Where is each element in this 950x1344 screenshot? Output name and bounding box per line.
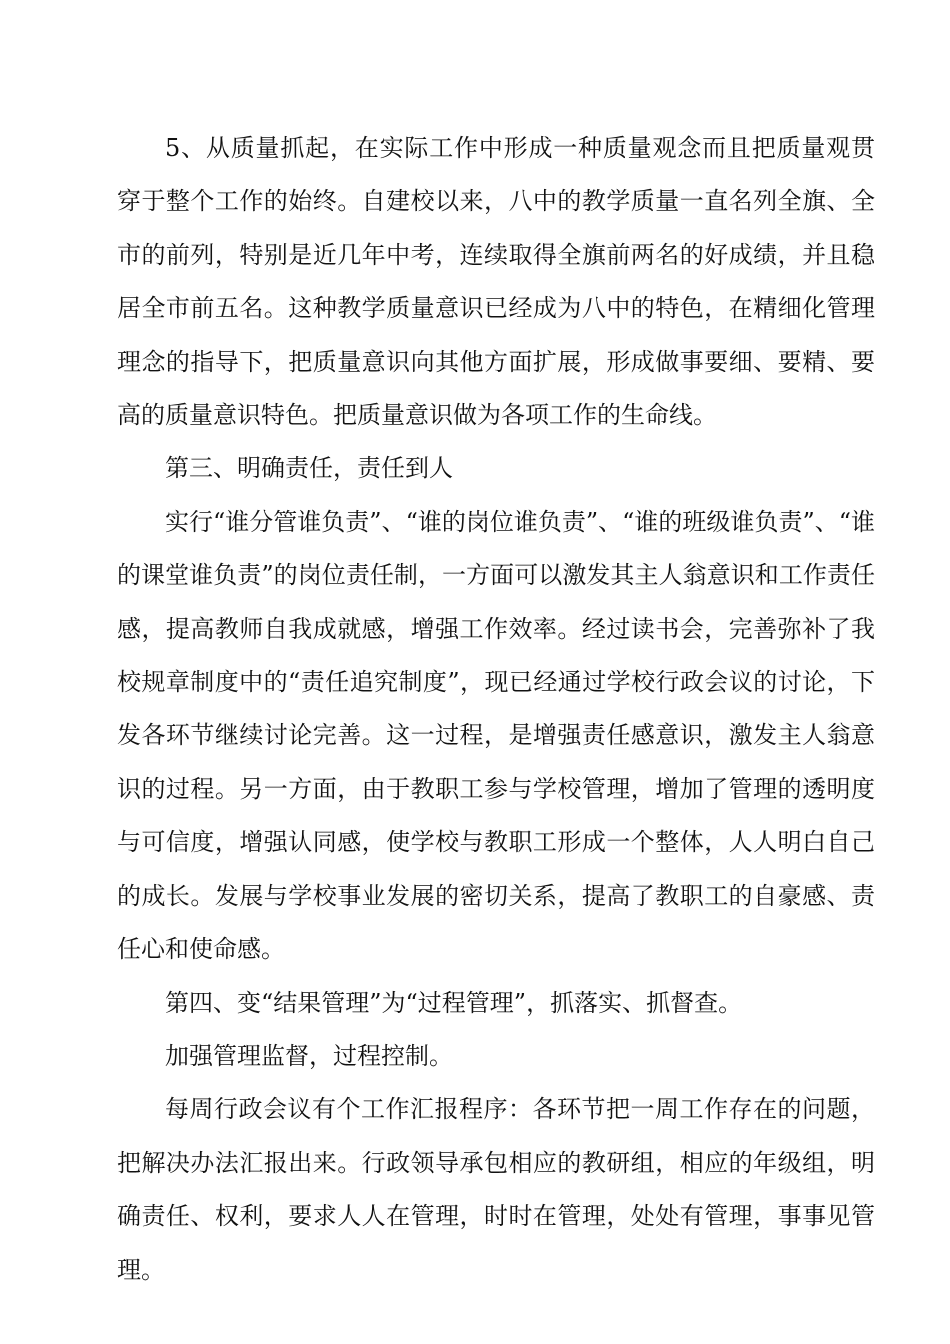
heading-third-responsibility: 第三、明确责任，责任到人 bbox=[165, 454, 453, 483]
paragraph-quality: 5、从质量抓起，在实际工作中形成一种质量观念而且把质量观贯穿于整个工作的始终。自建校以来，八中的教学质量一直名列全旗、全市的前列，特别是近几年中考，连续取得全旗前两名的好成绩，并且稳居全市前五名。这种教学质量意识已经成为八中的特色，在精细化管理理念的指导下，把质量意识向其他方面扩展，形成做事要细、要精、要高的质量意识特色。把质量意识做为各项工作的生命线。 bbox=[117, 134, 875, 430]
paragraph-supervision: 加强管理监督，过程控制。 bbox=[165, 1041, 453, 1070]
paragraph-weekly-meeting: 每周行政会议有个工作汇报程序：各环节把一周工作存在的问题，把解决办法汇报出来。行政领导承包相应的教研组，相应的年级组，明确责任、权利，要求人人在管理，时时在管理，处处有管理，事事见管理。 bbox=[117, 1095, 875, 1284]
paragraph-responsibility-system: 实行“谁分管谁负责”、“谁的岗位谁负责”、“谁的班级谁负责”、“谁的课堂谁负责”的岗位责任制，一方面可以激发其主人翁意识和工作责任感，提高教师自我成就感，增强工作效率。经过读书会，完善弥补了我校规章制度中的“责任追究制度”，现已经通过学校行政会议的讨论，下发各环节继续讨论完善。这一过程，是增强责任感意识，激发主人翁意识的过程。另一方面，由于教职工参与学校管理，增加了管理的透明度与可信度，增强认同感，使学校与教职工形成一个整体，人人明白自己的成长。发展与学校事业发展的密切关系，提高了教职工的自豪感、责任心和使命感。 bbox=[117, 507, 875, 964]
document-body bbox=[117, 122, 875, 1297]
heading-fourth-process-management: 第四、变“结果管理”为“过程管理”，抓落实、抓督查。 bbox=[165, 988, 743, 1017]
